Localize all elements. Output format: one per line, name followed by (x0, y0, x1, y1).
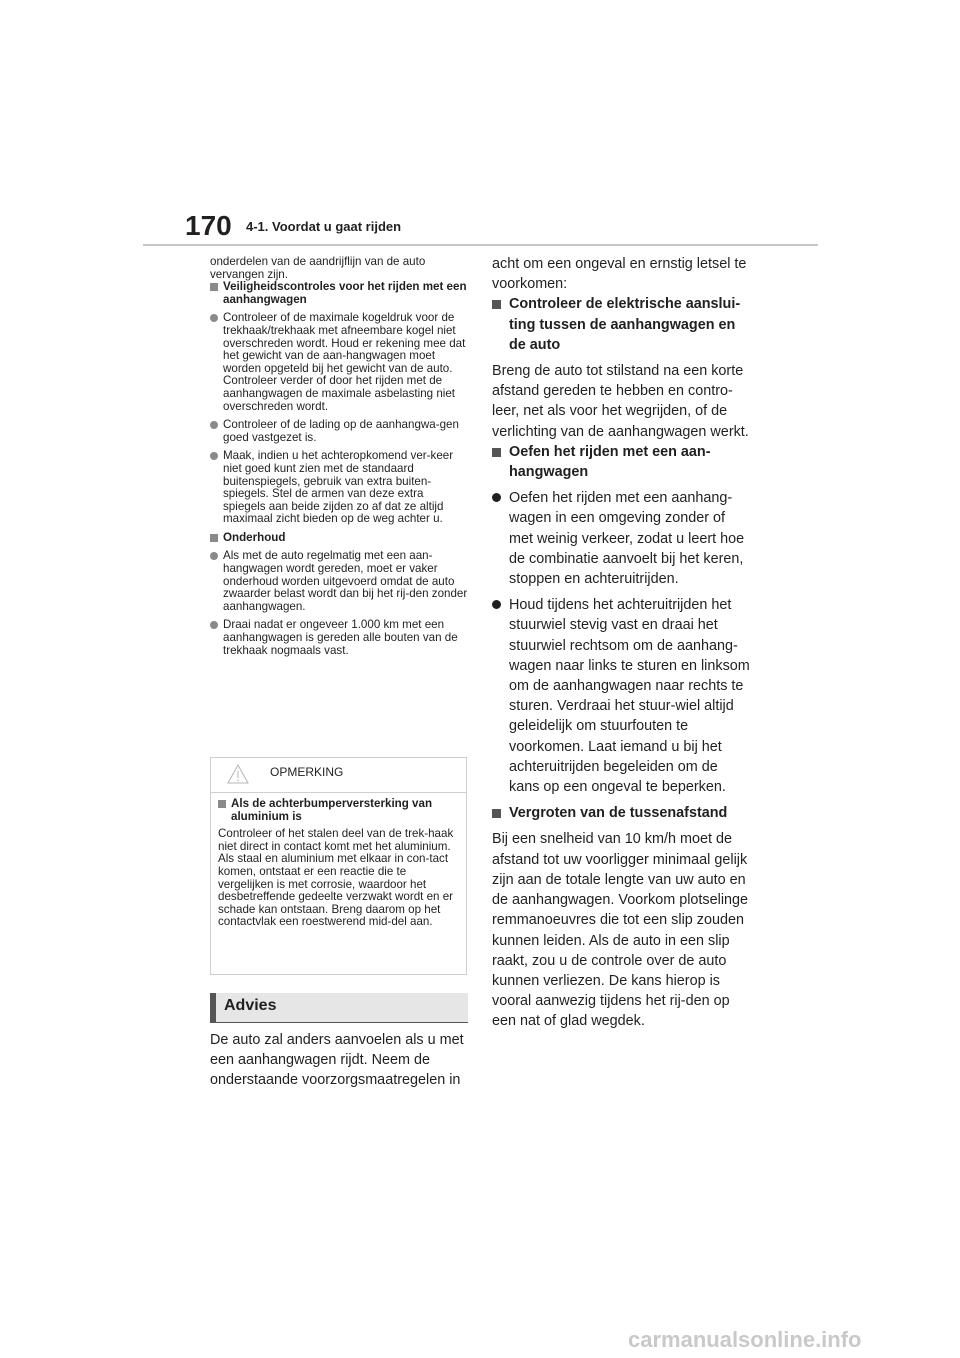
round-bullet-icon (210, 552, 218, 560)
round-bullet-icon (210, 421, 218, 429)
note-header (211, 758, 466, 793)
list-item: Houd tijdens het achteruitrijden het stuurwiel stevig vast en draai het stuurwiel rechtsom om de aanhang-wagen naar links te sturen en linksom om de aanhangwagen naar rechts te sturen. Verdraai het stuur-wiel altijd geleidelijk om stuurfouten te voorkomen. Laat iemand u bij het achteruitrijden begeleiden om de kans op een ongeval te beperken. (492, 595, 752, 797)
note-title: OPMERKING (270, 765, 344, 779)
square-bullet-icon (492, 809, 501, 818)
section-title: 4-1. Voordat u gaat rijden (246, 219, 402, 234)
warning-triangle-icon (227, 764, 249, 784)
note-box (210, 757, 467, 975)
list-item: Controleer of de lading op de aanhangwa-gen goed vastgezet is. (210, 419, 468, 444)
note-paragraph: Controleer of het stalen deel van de trek-haak niet direct in contact komt met het aluminium. (218, 827, 454, 853)
round-bullet-icon (210, 314, 218, 322)
round-bullet-icon (210, 452, 218, 460)
list-item: Controleer of de maximale kogeldruk voor de trekhaak/trekhaak met afneembare kogel niet overschreden wordt. Houd er rekening mee dat het gewicht van de aan-hangwagen moet worden opgeteld bij het gewicht van de auto. Controleer verder of door het rijden met de aanhangwagen de maximale asbelasting niet overschreden wordt. (210, 312, 468, 413)
round-bullet-icon (210, 621, 218, 629)
heading-following-distance: Vergroten van de tussenafstand (492, 803, 752, 823)
heading-electrical-connection: Controleer de elektrische aanslui-ting tussen de aanhangwagen en de auto (492, 294, 752, 355)
list-item: Maak, indien u het achteropkomend ver-keer niet goed kunt zien met de standaard buitenspiegels, gebruik van extra buiten-spiegels. Stel de armen van deze extra spiegels aan beide zijden zo af dat ze altijd maximaal zicht bieden op de weg achter u. (210, 450, 468, 526)
square-bullet-icon (492, 448, 501, 457)
note-heading: Als de achterbumperversterking van aluminium is (218, 798, 458, 823)
left-intro: onderdelen van de aandrijflijn van de auto vervangen zijn. (210, 255, 426, 281)
paragraph: Breng de auto tot stilstand na een korte afstand gereden te hebben en contro-leer, net als voor het wegrijden, of de verlichting van de aanhangwagen werkt. (492, 363, 749, 440)
heading-maintenance: Onderhoud (210, 532, 468, 545)
list-item: Als met de auto regelmatig met een aan-hangwagen wordt gereden, moet er vaker onderhoud worden uitgevoerd omdat de auto zwaarder belast wordt dan bij het rij-den zonder aanhangwagen. (210, 550, 468, 613)
right-intro: acht om een ongeval en ernstig letsel te voorkomen: (492, 256, 747, 293)
page-number: 170 (185, 210, 232, 241)
square-bullet-icon (492, 300, 501, 309)
left-column (210, 256, 468, 663)
square-bullet-icon (210, 534, 218, 542)
paragraph: Bij een snelheid van 10 km/h moet de afstand tot uw voorligger minimaal gelijk zijn aan de totale lengte van uw auto en de aanhangwagen. Voorkom plotselinge remmanoeuvres die tot een slip zouden kunnen leiden. Als de auto in een slip raakt, zou u de controle over de auto kunnen verliezen. De kans hierop is vooral aanwezig tijdens het rij-den op een nat of glad wegdek. (492, 831, 749, 1030)
watermark: carmanualsonline.info (628, 1327, 862, 1352)
advies-text: De auto zal anders aanvoelen als u met een aanhangwagen rijdt. Neem de onderstaande voorzorgsmaatregelen in (210, 1032, 464, 1089)
note-paragraph: Als staal en aluminium met elkaar in con-tact komen, ontstaat er een reactie die te vergelijken is met corrosie, waardoor het desbetreffende gedeelte verzwakt wordt en er schade kan ontstaan. Breng daarom op het contactvlak een roestwerend mid-del aan. (218, 852, 454, 929)
header-rule (143, 244, 818, 246)
list-item: Draai nadat er ongeveer 1.000 km met een aanhangwagen is gereden alle bouten van de trekhaak nogmaals vast. (210, 619, 468, 657)
right-column (492, 254, 752, 1032)
heading-practice: Oefen het rijden met een aan-hangwagen (492, 442, 752, 482)
square-bullet-icon (218, 800, 226, 808)
note-body (211, 793, 466, 929)
heading-safety-checks: Veiligheidscontroles voor het rijden met een aanhangwagen (210, 281, 468, 306)
list-item: Oefen het rijden met een aanhang-wagen in een omgeving zonder of met weinig verkeer, zodat u leert hoe de combinatie aanvoelt bij het keren, stoppen en achteruitrijden. (492, 488, 752, 589)
round-bullet-icon (492, 600, 501, 609)
square-bullet-icon (210, 283, 218, 291)
advies-heading: Advies (210, 993, 468, 1023)
round-bullet-icon (492, 493, 501, 502)
